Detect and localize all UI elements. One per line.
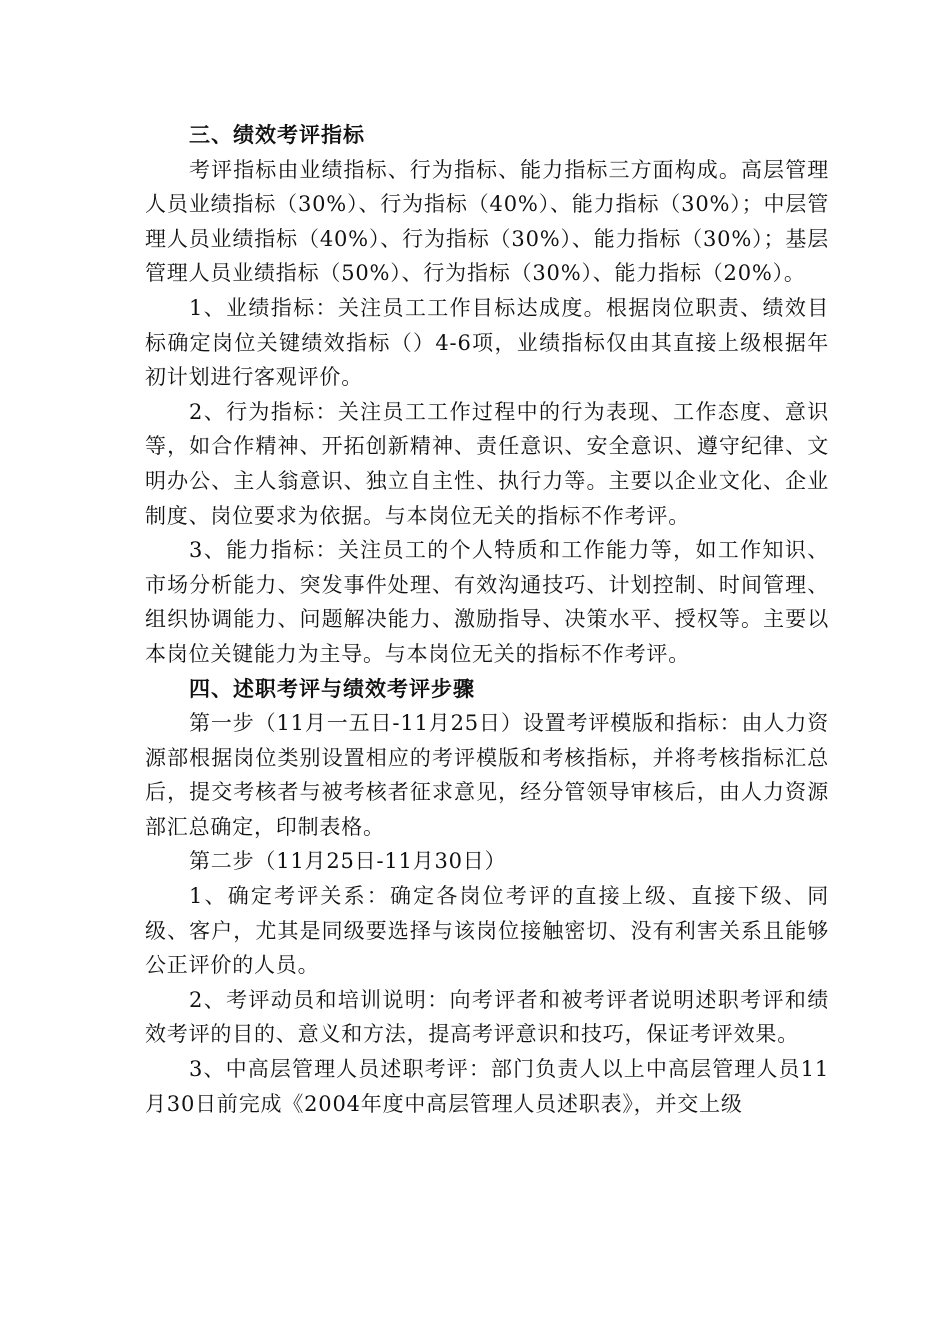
section-heading-evaluation-steps: 四、述职考评与绩效考评步骤 — [189, 676, 475, 701]
document-body — [145, 118, 829, 1121]
paragraph-indicator-composition: 考评指标由业绩指标、行为指标、能力指标三方面构成。高层管理人员业绩指标（30%）、行为指标（40%）、能力指标（30%）；中层管理人员业绩指标（40%）、行为指标（30%）、能力指标（30%）；基层管理人员业绩指标（50%）、行为指标（30%）、能力指标（20%）。 — [145, 157, 829, 286]
paragraph-step-two-item-1: 1、确定考评关系：确定各岗位考评的直接上级、直接下级、同级、客户，尤其是同级要选择与该岗位接触密切、没有利害关系且能够公正评价的人员。 — [145, 884, 829, 978]
paragraph-step-one: 第一步（11月一五日-11月25日）设置考评模版和指标：由人力资源部根据岗位类别设置相应的考评模版和考核指标，并将考核指标汇总后，提交考核者与被考核者征求意见，经分管领导审核后，由人力资源部汇总确定，印制表格。 — [145, 711, 829, 839]
paragraph-behavior-indicator: 2、行为指标：关注员工工作过程中的行为表现、工作态度、意识等，如合作精神、开拓创新精神、责任意识、安全意识、遵守纪律、文明办公、主人翁意识、独立自主性、执行力等。主要以企业文化、企业制度、岗位要求为依据。与本岗位无关的指标不作考评。 — [145, 399, 829, 528]
paragraph-step-two-title: 第二步（11月25日-11月30日） — [189, 849, 507, 874]
paragraph-ability-indicator: 3、能力指标：关注员工的个人特质和工作能力等，如工作知识、市场分析能力、突发事件处理、有效沟通技巧、计划控制、时间管理、组织协调能力、问题解决能力、激励指导、决策水平、授权等。主要以本岗位关键能力为主导。与本岗位无关的指标不作考评。 — [145, 538, 829, 666]
section-heading-performance-indicators: 三、绩效考评指标 — [189, 123, 365, 147]
paragraph-performance-indicator: 1、业绩指标：关注员工工作目标达成度。根据岗位职责、绩效目标确定岗位关键绩效指标（）4-6项，业绩指标仅由其直接上级根据年初计划进行客观评价。 — [145, 295, 829, 390]
paragraph-step-two-item-2: 2、考评动员和培训说明：向考评者和被考评者说明述职考评和绩效考评的目的、意义和方法，提高考评意识和技巧，保证考评效果。 — [145, 987, 829, 1047]
paragraph-step-two-item-3: 3、中高层管理人员述职考评：部门负责人以上中高层管理人员11月30日前完成《2004年度中高层管理人员述职表》，并交上级 — [145, 1057, 829, 1116]
